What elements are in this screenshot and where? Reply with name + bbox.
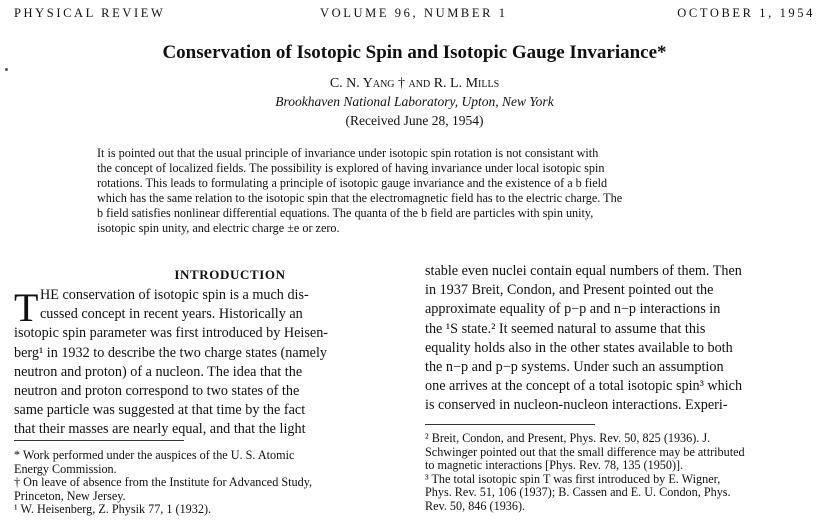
abstract-line: the concept of localized fields. The possibility is explored of having invariance under local isotopic spin <box>97 160 605 175</box>
right-footnotes <box>425 432 819 514</box>
abstract-line: b field satisfies nonlinear differential equations. The quanta of the b field are particles with spin unity, <box>97 205 594 220</box>
body-line: HE conservation of isotopic spin is a much dis- <box>40 287 309 303</box>
body-line: the n−p and p−p systems. Under such an assumption <box>425 359 724 376</box>
scan-speck <box>5 68 8 71</box>
footnote-line: Rev. 50, 846 (1936). <box>425 498 526 513</box>
drop-cap: T <box>14 285 39 330</box>
left-column-text <box>14 286 408 440</box>
body-line: stable even nuclei contain equal numbers of them. Then <box>425 263 742 279</box>
journal-name: PHYSICAL REVIEW <box>14 6 166 20</box>
footnote-line: to magnetic interactions [Phys. Rev. 78, 135 (1950)]. <box>425 458 684 473</box>
footnote-line: ² Breit, Condon, and Present, Phys. Rev. 50, 825 (1936). J. <box>425 431 711 445</box>
body-line: cussed concept in recent years. Historically an <box>40 306 303 323</box>
footnote-line: † On leave of absence from the Institute for Advanced Study, <box>14 475 313 490</box>
paper-authors: C. N. Yang † and R. L. Mills <box>329 76 500 91</box>
received-date: (Received June 28, 1954) <box>345 113 484 128</box>
body-line: berg¹ in 1932 to describe the two charge states (namely <box>14 344 328 361</box>
footnote-line: Phys. Rev. 51, 106 (1937); B. Cassen and E. U. Condon, Phys. <box>425 485 731 500</box>
abstract <box>97 146 747 235</box>
body-line: neutron and proton correspond to two states of the <box>14 383 300 400</box>
abstract-line: rotations. This leads to formulating a principle of isotopic gauge invariance and the existence of a b field <box>97 175 608 190</box>
left-footnotes <box>14 449 408 517</box>
footnote-line: Energy Commission. <box>14 461 117 476</box>
footnote-line: Princeton, New Jersey. <box>14 488 126 503</box>
footnote-line: * Work performed under the auspices of the U. S. Atomic <box>14 448 295 462</box>
paper-title: Conservation of Isotopic Spin and Isotopic Gauge Invariance* <box>162 42 667 63</box>
body-line: same particle was suggested at that time by the fact <box>14 402 306 419</box>
body-line: isotopic spin parameter was first introduced by Heisen- <box>14 325 329 342</box>
body-line: in 1937 Breit, Condon, and Present pointed out the <box>425 282 714 299</box>
body-line: the ¹S state.² It seemed natural to assume that this <box>425 320 706 337</box>
volume-number: VOLUME 96, NUMBER 1 <box>320 6 508 20</box>
footnote-line: ³ The total isotopic spin T was first introduced by E. Wigner, <box>425 471 721 486</box>
abstract-line: which has the same relation to the isotopic spin that the electromagnetic field has to the electric charge. The <box>97 190 623 205</box>
right-column-text <box>425 262 819 416</box>
footnote-divider <box>425 424 595 425</box>
section-heading: INTRODUCTION <box>174 267 286 282</box>
body-line: equality holds also in the other states available to both <box>425 339 733 356</box>
body-line: one arrives at the concept of a total isotopic spin³ which <box>425 378 743 395</box>
abstract-line: isotopic spin unity, and electric charge ±e or zero. <box>97 220 340 235</box>
footnote-line: Schwinger pointed out that the small difference may be attributed <box>425 444 745 459</box>
body-line: that their masses are nearly equal, and that the light <box>14 421 306 438</box>
running-header <box>14 6 815 24</box>
body-line: neutron and proton) of a nucleon. The idea that the <box>14 363 303 380</box>
body-line: is conserved in nucleon-nucleon interactions. Experi- <box>425 397 728 414</box>
footnote-line: ¹ W. Heisenberg, Z. Physik 77, 1 (1932). <box>14 502 212 517</box>
paper-affiliation: Brookhaven National Laboratory, Upton, New York <box>275 94 554 109</box>
abstract-line: It is pointed out that the usual principle of invariance under isotopic spin rotation is not consistant with <box>97 146 599 160</box>
body-line: approximate equality of p−p and n−p interactions in <box>425 301 721 318</box>
issue-date: OCTOBER 1, 1954 <box>677 6 815 20</box>
footnote-divider <box>14 440 184 441</box>
